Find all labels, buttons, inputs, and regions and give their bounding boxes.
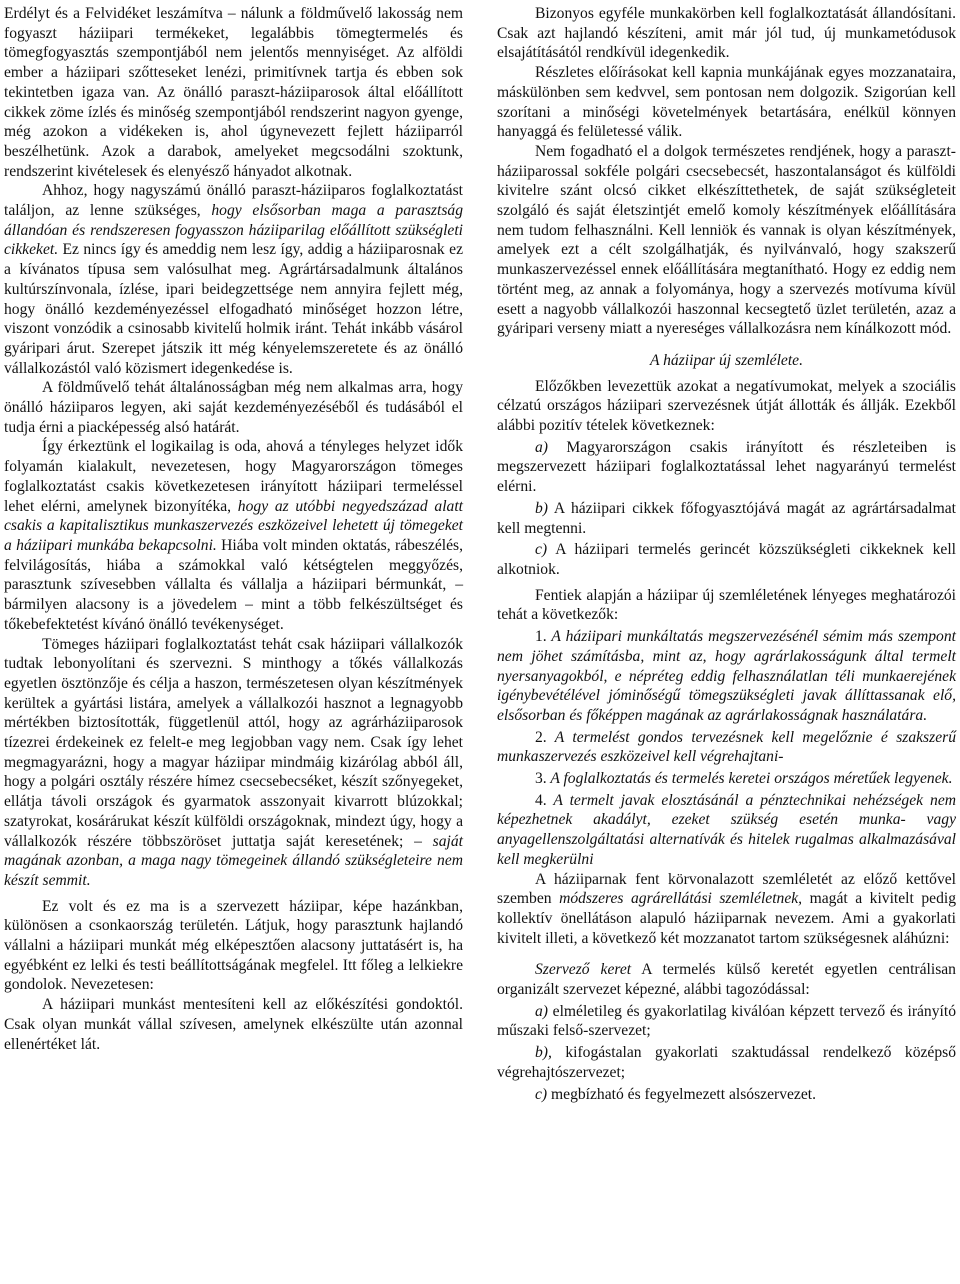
list-item-text: megbízható és fegyelmezett alsószervezet. xyxy=(547,1085,816,1103)
subheading-text: Szervező keret xyxy=(535,961,632,979)
list-marker: b) xyxy=(535,499,548,517)
paragraph-text: A háziipari munkást mentesíteni kell az előkészítési gondoktól. Csak olyan munkát vállal szívesen, amelynek elkészülte után azonnal ellenértéket lát. xyxy=(4,996,463,1053)
list-item xyxy=(497,499,956,538)
section-heading xyxy=(497,351,956,371)
list-marker: a) xyxy=(535,438,548,456)
numbered-item-text: A termelést gondos tervezésnek kell megelőznie é szakszerű munkaszervezés eszközeivel kell végrehajtani- xyxy=(497,728,956,766)
numbered-item xyxy=(497,791,956,870)
paragraph-text: magát a kivitelt pedig kollektív önellátáson alapuló háziiparnak nevezem. Ami a gyakorlati kivitelt illeti, a következő két mozzanatot tartom szükségesnek aláhúzni: xyxy=(497,890,956,947)
emphasis-text: módszeres agrárellátási szemléletnek, xyxy=(559,890,803,908)
emphasis-text: saját magának azonban, a maga nagy tömegeinek állandó szükségleteire nem készít semmit. xyxy=(4,832,463,889)
paragraph xyxy=(4,635,463,891)
paragraph-text: Részletes előírásokat kell kapnia munkájának egyes mozzanataira, máskülönben sem kedvvel, sem pontosan nem dolgozik. Szigorúan kell szorítani a minőségi követelmények betartására, enélkül könnyen hanyaggá és felületessé válik. xyxy=(497,64,956,141)
paragraph-text: A földművelő tehát általánosságban még nem alkalmas arra, hogy önálló háziiparos legyen, aki saját kezdeményezéséből és tudásából el tudja érni a piacképesség alsó határát. xyxy=(4,379,463,436)
list-item-text: kifogástalan gyakorlati szaktudással rendelkező középső végrehajtószervezet; xyxy=(497,1044,956,1081)
list-item-text: A háziipari termelés gerincét közszükségleti cikkeknek kell alkotniok. xyxy=(497,541,956,578)
item-number: 3. xyxy=(535,770,547,788)
paragraph-text: Előzőkben levezettük azokat a negatívumokat, melyek a szociális célzatú országos háziipari szervezésnek útját állották és állják. Ezekből alábbi pozitív tételek következnek: xyxy=(497,377,956,435)
list-item xyxy=(497,438,956,497)
paragraph xyxy=(4,181,463,378)
paragraph xyxy=(4,378,463,437)
list-item xyxy=(497,1002,956,1041)
emphasis-text: hogy elsősorban maga a parasztság állandóan és rendszeresen fogyasszon háziiparilag előállított szükségleti cikkeket. xyxy=(4,202,463,259)
paragraph xyxy=(497,63,956,142)
list-item-text: Magyarországon csakis irányított és részleteiben is megszervezett háziipari foglalkoztatással lehet nagyarányú termelést elérni. xyxy=(497,438,956,496)
list-marker: c) xyxy=(535,1085,548,1103)
paragraph xyxy=(497,586,956,625)
paragraph-text: Tömeges háziipari foglalkoztatást tehát csak háziipari vállalkozók tudtak lebonyolítani és szervezni. S minthogy a tőkés vállalkozás egyetlen ösztönzője és célja a haszon, természetesen olyan készítmények kerültek a gyártási listára, amelyek a vállalkozói hasznot a legnagyobb mértékben biztosították, függetlenül attól, hogy az agrárháziiparosok tízezrei érdekeinek ez felelt-e meg legjobban vagy nem. Csak így lehet megmagyarázni, hogy a magyar háziipar mindmáig kizárólag abból áll, hogy a polgári osztály részére hímez csecsebecséket, készít szőnyegeket, ellátja távoli országok és gyarmatok asszonyait kivarrott blúzokkal; szatyrokat, kosárárukat készít külföldi országoknak, mindezt úgy, hogy a vállalkozók részére többszöröset juttatja saját keresetének; – xyxy=(4,635,463,850)
paragraph xyxy=(497,960,956,999)
list-marker: b), xyxy=(535,1044,552,1062)
left-column xyxy=(4,4,463,1284)
numbered-item-text: A foglalkoztatás és termelés keretei országos méretűek legyenek. xyxy=(546,770,953,788)
paragraph xyxy=(497,142,956,339)
right-column xyxy=(497,4,956,1284)
item-number: 4. xyxy=(535,791,547,809)
paragraph xyxy=(497,4,956,63)
numbered-item xyxy=(497,769,956,789)
list-item xyxy=(497,1043,956,1082)
list-item xyxy=(497,1085,956,1105)
paragraph-text: A háziiparnak fent körvonalazott szemléletét az előző kettővel szemben xyxy=(497,870,956,908)
numbered-item-text: A termelt javak elosztásánál a pénztechnikai nehézségek nem képezhetnek akadályt, ezeket szükség esetén munka- vagy anyagellenszolgáltatási alternatívák és hitelek rugalmas alkalmazásával kell megkerülni xyxy=(497,791,956,868)
paragraph-text: Így érkeztünk el logikailag is oda, ahová a tényleges helyzet idők folyamán kialakult, nevezetesen, hogy Magyarországon tömeges foglalkoztatást csakis következetesen irányított háziipari termeléssel lehet elérni, amelynek bizonyítéka, xyxy=(4,438,463,515)
section-heading-text: A háziipar új szemlélete. xyxy=(649,351,804,369)
list-item-text: A háziipari cikkek főfogyasztójává magát az agrártársadalmat kell megtenni. xyxy=(497,499,956,537)
paragraph-text: Ahhoz, hogy nagyszámú önálló paraszt-háziiparos foglalkoztatást találjon, az lenne szükséges, xyxy=(4,182,463,220)
paragraph xyxy=(497,870,956,949)
paragraph xyxy=(4,4,463,181)
paragraph xyxy=(4,437,463,634)
list-marker: a) xyxy=(535,1002,548,1020)
paragraph-text: Erdélyt és a Felvidéket leszámítva – nálunk a földművelő lakosság nem fogyaszt háziipari termékeket, legalábbis tömegtermelés és tömegfogyasztás szempontjából nem jelentős mennyiséget. Az alföldi ember a háziipari szőtteseket lenézi, primitívnek tartja és ebben sok tekintetben igaza van. Az önálló paraszt-háziiparosok által előállított cikkek zöme ízlés és minőség szempontjából rendszerint nagyon gyenge, még azokon a vidékeken is, ahol úgynevezett fejlett háziiparról beszélhetünk. Azok a darabok, amelyeket megcsodálni szoktunk, rendszerint kivételesek és elenyésző hányadot alkotnak. xyxy=(4,5,463,180)
item-number: 2. xyxy=(535,728,547,746)
paragraph xyxy=(4,897,463,996)
list-item-text: elméletileg és gyakorlatilag kiválóan képzett tervező és irányító műszaki felső-szervezet; xyxy=(497,1002,956,1040)
list-marker: c) xyxy=(535,541,548,559)
numbered-item xyxy=(497,728,956,767)
paragraph-text: Bizonyos egyféle munkakörben kell foglalkoztatását állandósítani. Csak azt hajlandó készíteni, amit már jól tud, új munkametódusok elsajátításától rendkívül idegenkedik. xyxy=(497,5,956,62)
paragraph-text: Ez volt és ez ma is a szervezett háziipar, képe hazánkban, különösen a csonkaország területén. Látjuk, hogy parasztunk hajlandó vállalni a háziipari munkát még elképesztően alacsony juttatásért is, ha egyébként ez lelki és testi beállítottságának megfelel. Itt főleg a lelkiekre gondolok. Nevezetesen: xyxy=(4,897,463,994)
paragraph xyxy=(4,995,463,1054)
emphasis-text: hogy az utóbbi negyedszázad alatt csakis a kapitalisztikus munkaszervezés eszközeivel lehetett új tömegeket a háziipari munkába bekapcsolni. xyxy=(4,497,463,554)
paragraph-text: Nem fogadható el a dolgok természetes rendjének, hogy a paraszt-háziiparossal sokféle polgári csecsebecsét, haszontalanságot és külföldi kivitelre szánt olcsó cikket elkészíttethetek, de saját szükségleteit szolgáló és saját életszintjét emelő komoly készítmények előállítására nem tudom felhasználni. Kell lenniök és vannak is olyan készítmények, amelyek ezt a célt szolgálhatják, és nyilvánvaló, hogy szakszerű munkaszervezéssel ennek előállítására megtanítható. Hogy ez eddig nem történt meg, az annak a folyománya, hogy a szervezés motívuma kívül esett a nagyobb vállalkozói haszonnal kecsegtető üzlet területén, azaz a gyáripari verseny miatt a nyereséges vállalkozásra nem kínálkozott mód. xyxy=(497,142,956,338)
paragraph-text: A termelés külső keretét egyetlen centrálisan organizált szervezet képezné, alábbi tagozódással: xyxy=(497,961,956,999)
list-item xyxy=(497,540,956,579)
paragraph xyxy=(497,377,956,436)
paragraph-text: Fentiek alapján a háziipar új szemléletének lényeges meghatározói tehát a következők: xyxy=(497,586,956,624)
numbered-item xyxy=(497,627,956,726)
paragraph-text: Hiába volt minden oktatás, rábeszélés, felvilágosítás, hiába a számokkal való kétségtelen meggyőzés, parasztunk szívesebben vállalta és vállalja a háziipari bérmunkát, – bármilyen alacsony is a jövedelem – mint a több felkészültséget és tőkebefektetést kívánó önálló tevékenységet. xyxy=(4,536,463,633)
paragraph-text: Ez nincs így és ameddig nem lesz így, addig a háziiparosnak ez a kívánatos típusa sem valósulhat meg. Agrártársadalmunk általános kultúrszínvonala, ízlése, ipari beidegzettsége nem annyira fejlett még, hogy önálló kezdeményezéssel elfogadható minőséget hozzon létre, viszont vonzódik a csinosabb kivitelű holmik iránt. Tehát inkább vásárol gyáripari árut. Szerepet játszik itt még kényelemszeretete és az önálló vállalkozástól való közismert idegenkedése is. xyxy=(4,241,463,377)
numbered-item-text: A háziipari munkáltatás megszervezésénél sémim más szempont nem jöhet számításba, mint az, hogy agrárlakosságunk által termelt nyersanyagokból, e népréteg eddig felhasználatlan téli munkaerejének igénybevétélével jóminőségű tömegszükségleti javak állíttassanak elő, elsősorban és főképpen magának az agrárlakosságnak használatára. xyxy=(497,628,956,724)
item-number: 1. xyxy=(535,628,547,646)
